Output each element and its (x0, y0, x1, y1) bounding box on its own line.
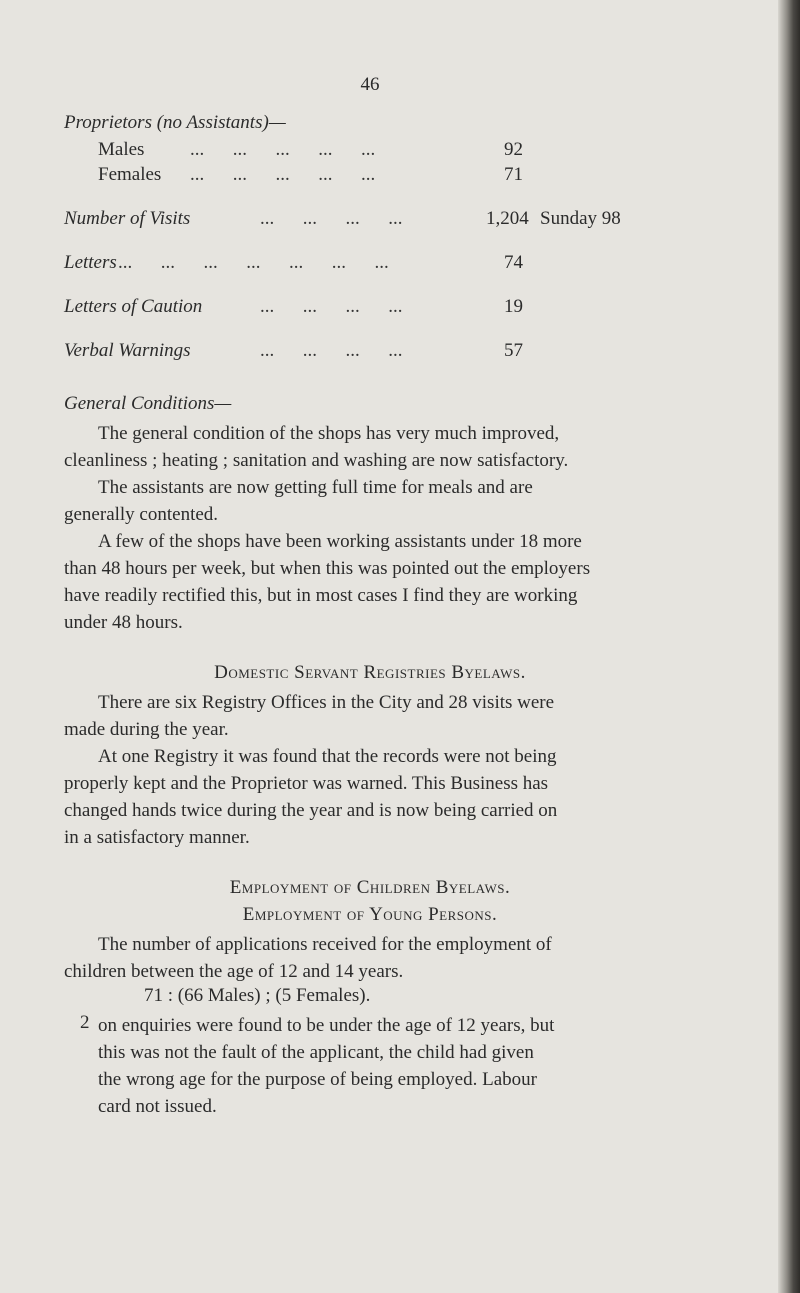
proprietors-heading-dash: — (268, 112, 286, 133)
text-line: The number of applications received for the employment of (98, 934, 552, 955)
letters-value: 74 (504, 252, 523, 273)
warnings-label: Verbal Warnings (64, 340, 191, 361)
caution-value: 19 (504, 296, 523, 317)
males-value: 92 (504, 139, 523, 160)
females-leader-dots: ... ... ... ... ... (190, 164, 376, 185)
text-line: There are six Registry Offices in the City and 28 visits were (98, 692, 555, 713)
general-conditions-heading: General Conditions— (64, 393, 232, 414)
domestic-paragraph-2 (64, 743, 696, 851)
text-line: this was not the fault of the applicant, the child had given (98, 1042, 534, 1063)
employment-summary: 71 : (66 Males) ; (5 Females). (144, 985, 371, 1006)
visits-sunday: Sunday 98 (540, 208, 621, 229)
text-line: A few of the shops have been working assistants under 18 more (98, 531, 582, 552)
visits-leader-dots: ... ... ... ... (260, 208, 403, 229)
text-line: in a satisfactory manner. (64, 827, 250, 848)
females-value: 71 (504, 164, 523, 185)
general-paragraph-2 (64, 474, 696, 528)
visits-label: Number of Visits (64, 208, 191, 229)
item-number: 2 (80, 1012, 90, 1033)
employment-item-text (98, 1012, 698, 1120)
employment-paragraph-1 (64, 931, 696, 985)
text-line: The assistants are now getting full time for meals and are (98, 477, 533, 498)
text-line: changed hands twice during the year and is now being carried on (64, 800, 558, 821)
domestic-heading: Domestic Servant Registries Byelaws. (214, 662, 526, 683)
letters-label: Letters (64, 252, 117, 273)
text-line: made during the year. (64, 719, 229, 740)
warnings-leader-dots: ... ... ... ... (260, 340, 403, 361)
general-paragraph-1 (64, 420, 696, 474)
proprietors-heading-paren: (no Assistants) (156, 112, 269, 133)
text-line: properly kept and the Proprietor was warned. This Business has (64, 773, 549, 794)
caution-label: Letters of Caution (64, 296, 203, 317)
general-paragraph-3 (64, 528, 696, 636)
employment-children-heading: Employment of Children Byelaws. (229, 877, 511, 898)
males-leader-dots: ... ... ... ... ... (190, 139, 376, 160)
text-line: on enquiries were found to be under the age of 12 years, but (98, 1015, 555, 1036)
warnings-value: 57 (504, 340, 523, 361)
males-label: Males (98, 139, 145, 160)
text-line: card not issued. (98, 1096, 217, 1117)
visits-value: 1,204 (486, 208, 529, 229)
domestic-paragraph-1 (64, 689, 696, 743)
text-line: At one Registry it was found that the records were not being (98, 746, 557, 767)
text-line: children between the age of 12 and 14 years. (64, 961, 404, 982)
proprietors-heading (64, 112, 286, 134)
proprietors-heading-main: Proprietors (64, 112, 152, 133)
page-edge-shadow (778, 0, 800, 1293)
females-label: Females (98, 164, 162, 185)
text-line: The general condition of the shops has very much improved, (98, 423, 560, 444)
caution-leader-dots: ... ... ... ... (260, 296, 403, 317)
text-line: generally contented. (64, 504, 219, 525)
letters-leader-dots: ... ... ... ... ... ... ... (118, 252, 389, 273)
text-line: than 48 hours per week, but when this was pointed out the employers (64, 558, 591, 579)
text-line: have readily rectified this, but in most cases I find they are working (64, 585, 578, 606)
text-line: the wrong age for the purpose of being employed. Labour (98, 1069, 537, 1090)
text-line: under 48 hours. (64, 612, 183, 633)
text-line: cleanliness ; heating ; sanitation and washing are now satisfactory. (64, 450, 569, 471)
employment-young-persons-heading: Employment of Young Persons. (242, 904, 498, 925)
page-number: 46 (360, 74, 380, 95)
